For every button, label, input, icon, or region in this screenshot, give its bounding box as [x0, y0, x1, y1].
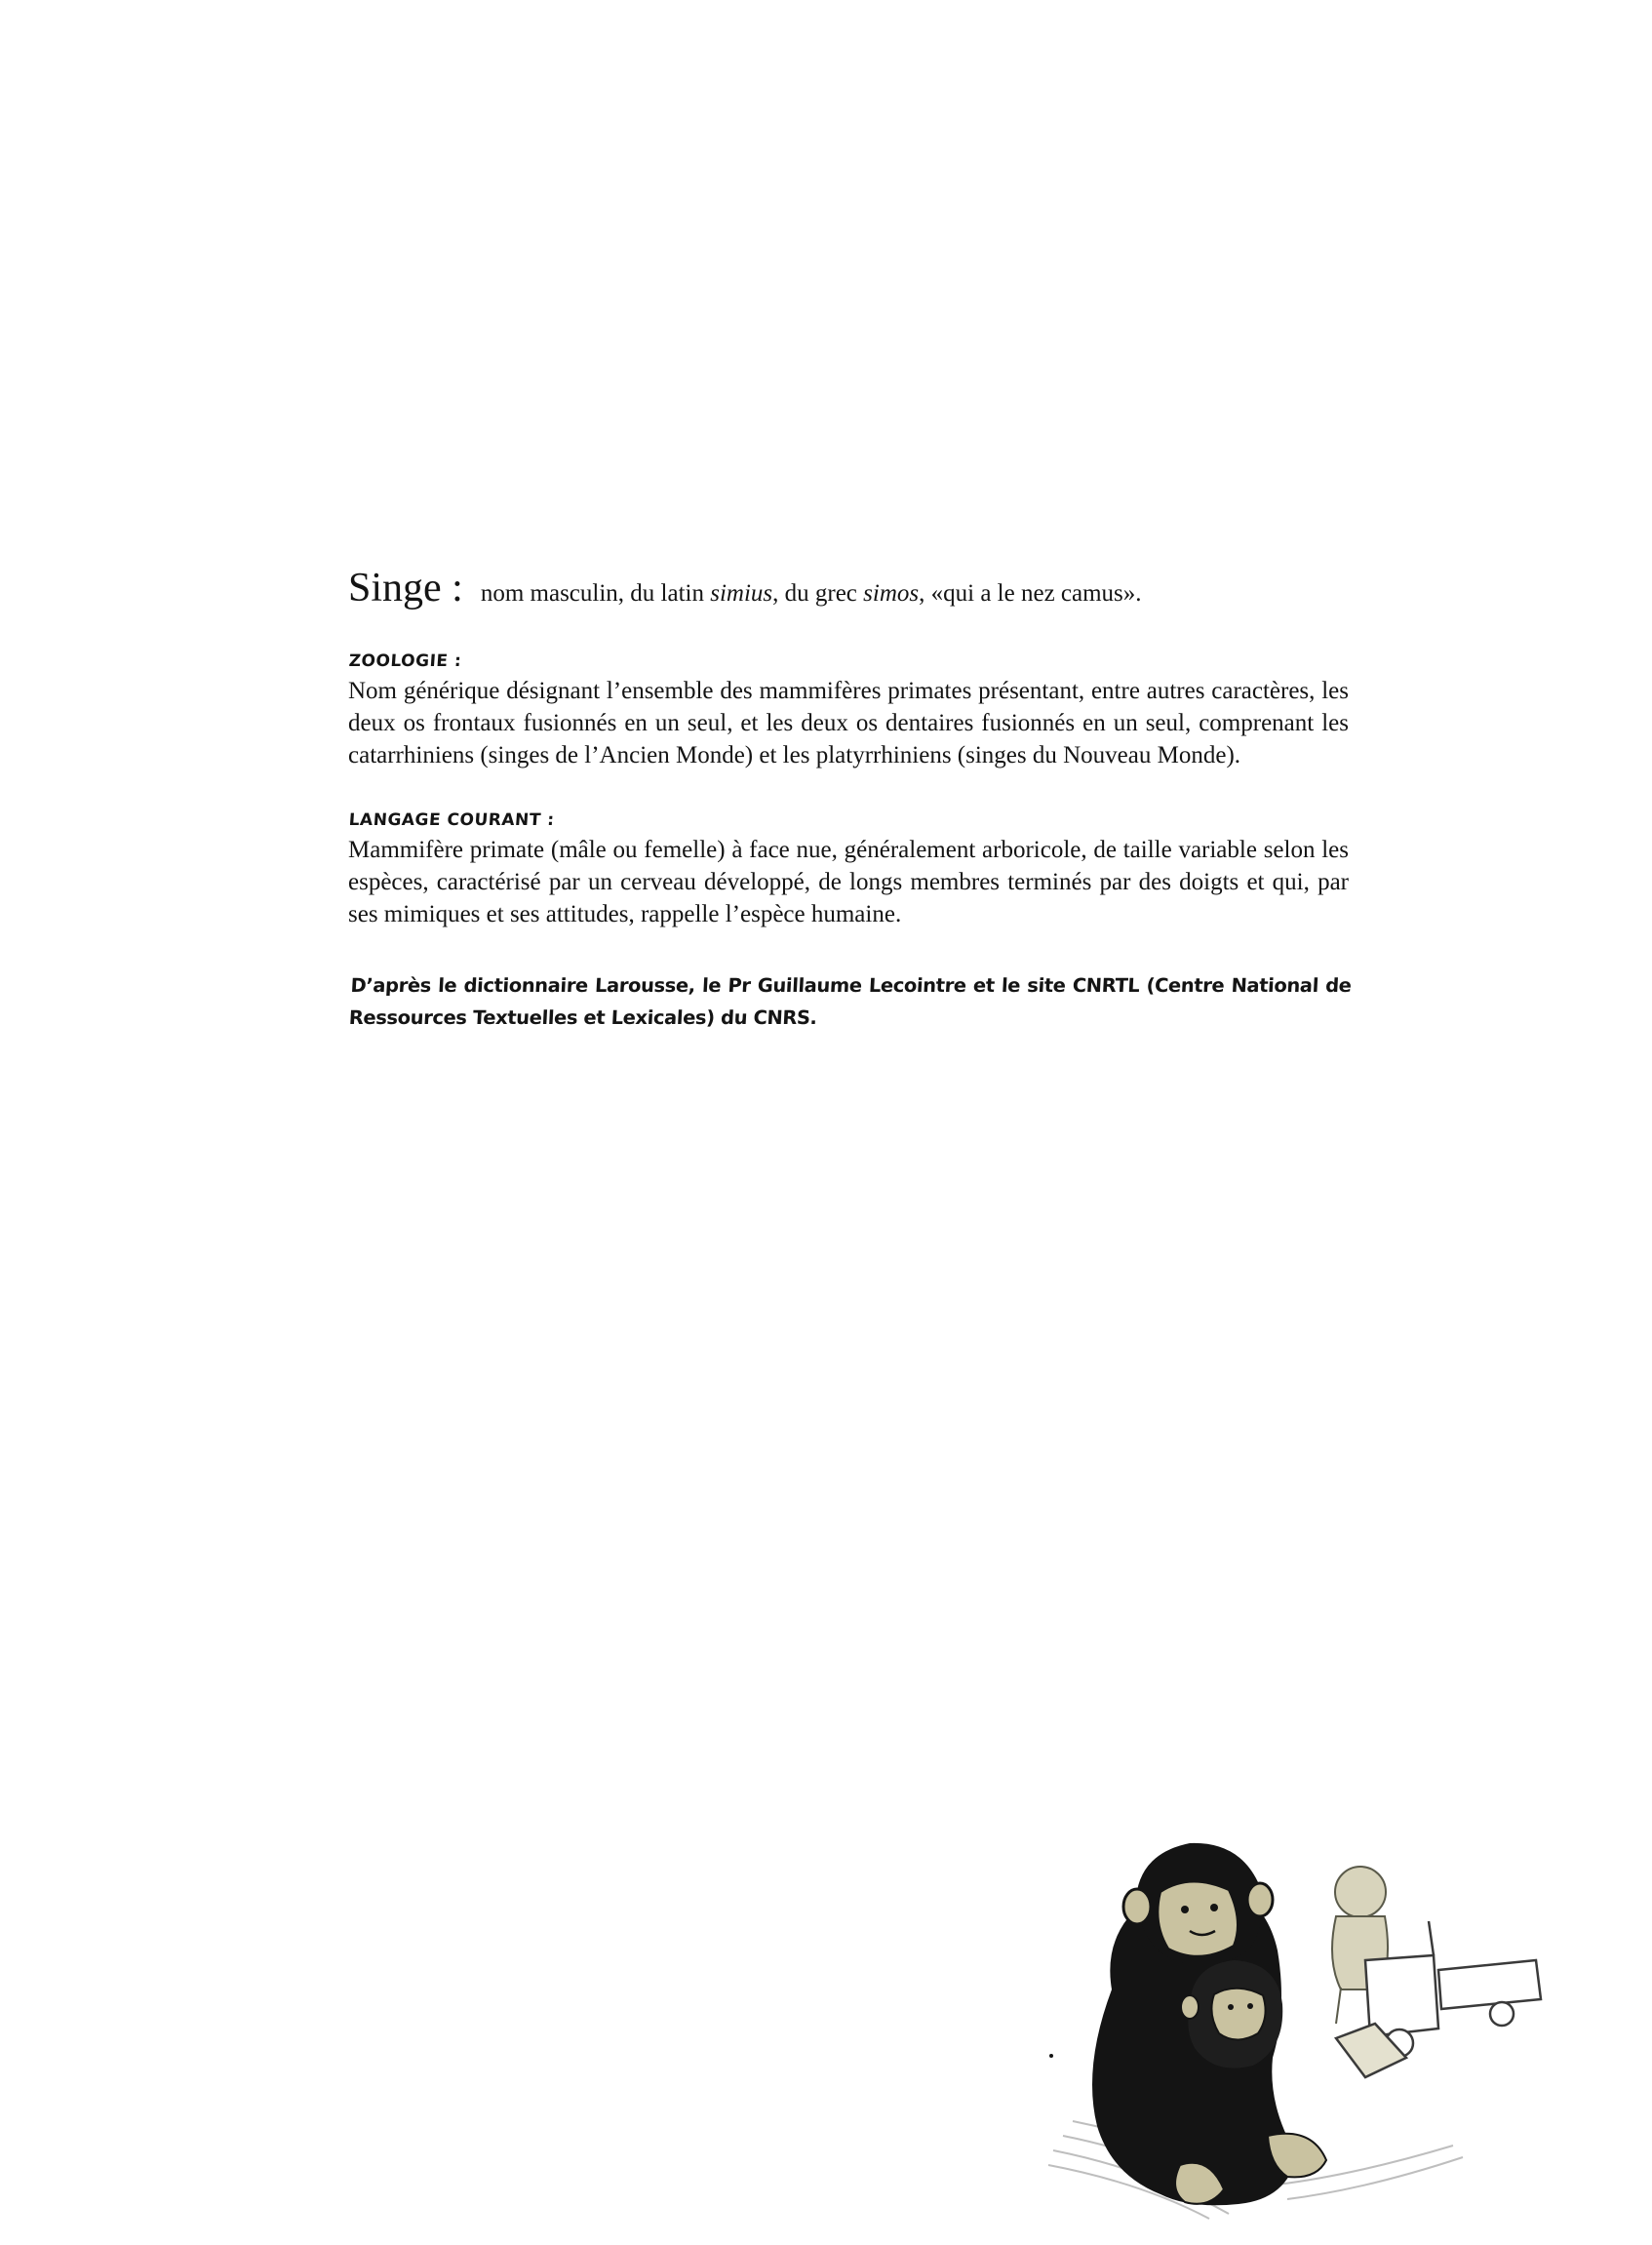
etymology-text: , du grec	[772, 580, 864, 607]
greek-word: simos	[863, 580, 920, 607]
latin-word: simius	[710, 580, 773, 607]
etymology	[481, 580, 1142, 607]
etymology-text: , «qui a le nez camus».	[919, 580, 1142, 607]
chimpanzee-mother-and-baby-with-toys-illustration	[1043, 1814, 1570, 2224]
definition-zoologie: Nom générique désignant l’ensemble des mammifères primates présentant, entre autres caractères, les deux os frontaux fusionnés en un seul, et les deux os dentaires fusionnés en un seul, comprenant les catarrhiniens (singes de l’Ancien Monde) et les platyrrhiniens (singes du Nouveau Monde).	[348, 678, 1349, 769]
ink-dot	[1049, 2054, 1053, 2058]
source-credit: D’après le dictionnaire Larousse, le Pr Guillaume Lecointre et le site CNRTL (Centre National de Ressources Textuelles et Lexicales) du CNRS.	[348, 974, 1353, 1030]
dictionary-entry	[348, 566, 1353, 1034]
etymology-text: nom masculin, du latin	[480, 580, 711, 607]
entry-headline	[348, 566, 1349, 610]
section-label-zoologie: ZOOLOGIE :	[348, 651, 462, 672]
definition-langage-courant: Mammifère primate (mâle ou femelle) à face nue, généralement arboricole, de taille variable selon les espèces, caractérisé par un cerveau développé, de longs membres terminés par des doigts et qui, par ses mimiques et ses attitudes, rappelle l’espèce humaine.	[348, 837, 1349, 928]
headword: Singe :	[348, 566, 463, 610]
section-label-langage-courant: LANGAGE COURANT :	[348, 810, 556, 831]
